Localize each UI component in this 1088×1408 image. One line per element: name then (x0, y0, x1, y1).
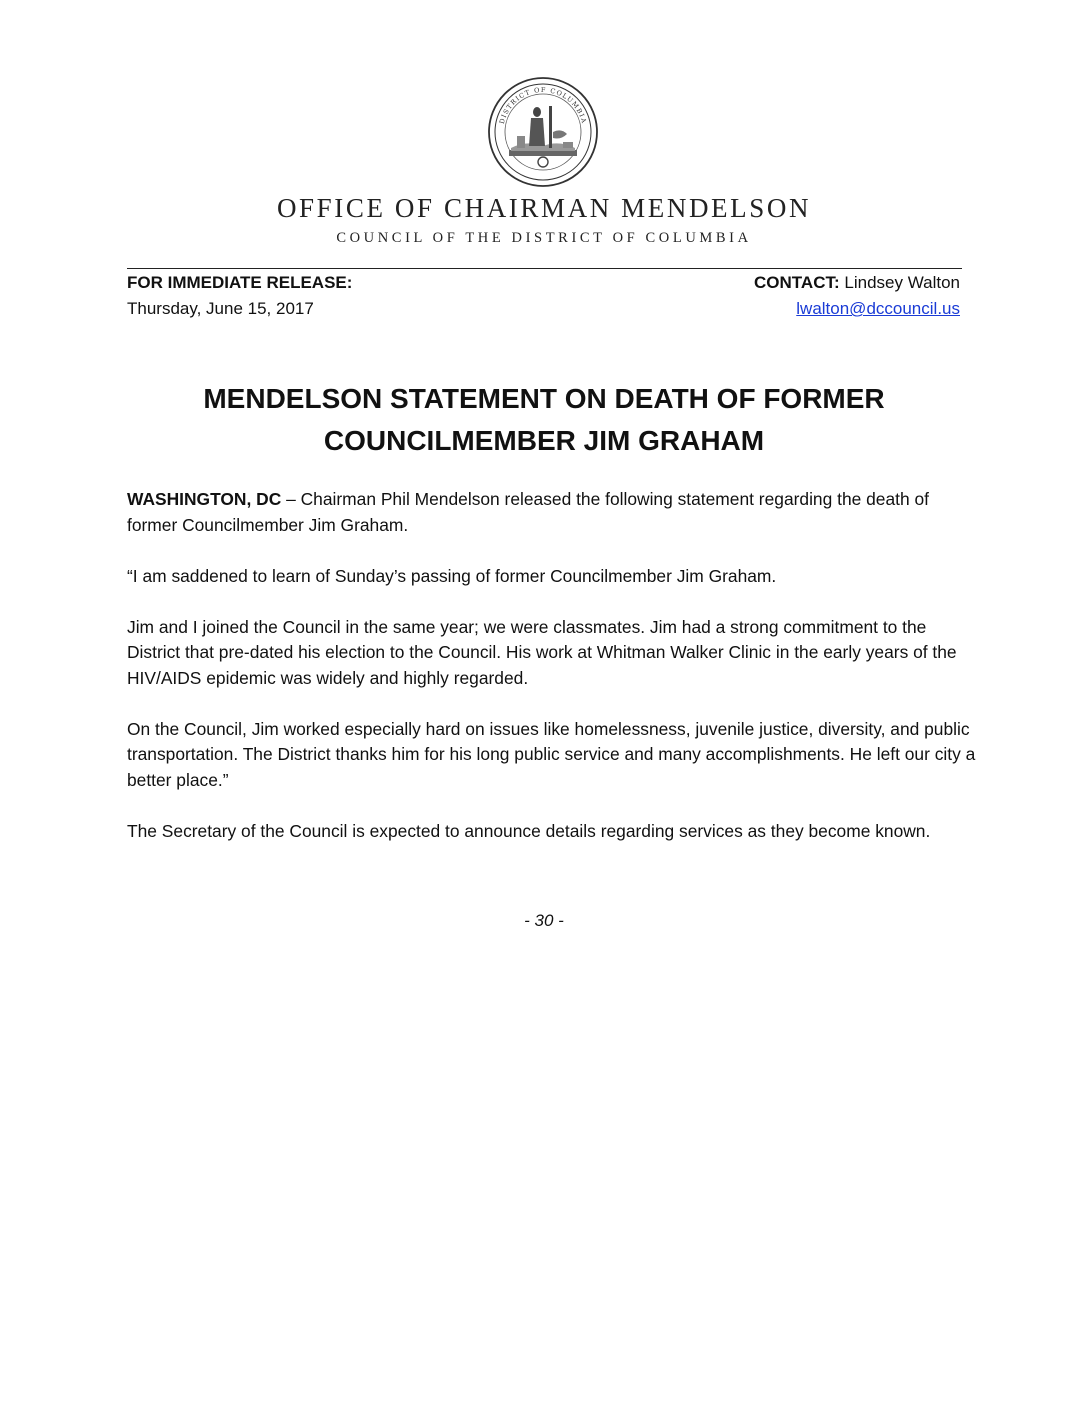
district-of-columbia-seal-icon (487, 76, 599, 188)
statement-body (127, 487, 977, 870)
intro-text: – Chairman Phil Mendelson released the following statement regarding the death of former Councilmember Jim Graham. (127, 489, 929, 535)
statement-paragraph: On the Council, Jim worked especially hard on issues like homelessness, juvenile justice, diversity, and public transportation. The District thanks him for his long public service and many accomplishments. He left our city a better place.” (127, 718, 976, 790)
headline (0, 378, 1088, 462)
intro-paragraph (127, 487, 977, 538)
council-subtitle: COUNCIL OF THE DISTRICT OF COLUMBIA (336, 230, 752, 246)
svg-text:DISTRICT OF COLUMBIA: DISTRICT OF COLUMBIA (497, 85, 589, 125)
dateline: WASHINGTON, DC (127, 489, 282, 509)
headline-line-1: MENDELSON STATEMENT ON DEATH OF FORMER (203, 383, 885, 414)
statement-paragraph: “I am saddened to learn of Sunday’s passing of former Councilmember Jim Graham. (127, 565, 777, 586)
release-label: FOR IMMEDIATE RELEASE: (127, 273, 353, 292)
office-title: OFFICE OF CHAIRMAN MENDELSON (276, 193, 812, 223)
header-divider (127, 268, 962, 269)
end-mark: - 30 - (524, 911, 564, 930)
closing-paragraph: The Secretary of the Council is expected to announce details regarding services as they become known. (127, 820, 931, 841)
release-date: Thursday, June 15, 2017 (127, 299, 314, 318)
statement-paragraph: Jim and I joined the Council in the same year; we were classmates. Jim had a strong commitment to the District that pre-dated his election to the Council. His work at Whitman Walker Clinic in the early years of the HIV/AIDS epidemic was widely and highly regarded. (127, 616, 957, 688)
contact-name: Lindsey Walton (844, 273, 960, 292)
contact-line (754, 273, 960, 293)
contact-email-link[interactable]: lwalton@dccouncil.us (796, 299, 960, 318)
headline-line-2: COUNCILMEMBER JIM GRAHAM (323, 425, 765, 456)
contact-label: CONTACT: (754, 273, 840, 292)
